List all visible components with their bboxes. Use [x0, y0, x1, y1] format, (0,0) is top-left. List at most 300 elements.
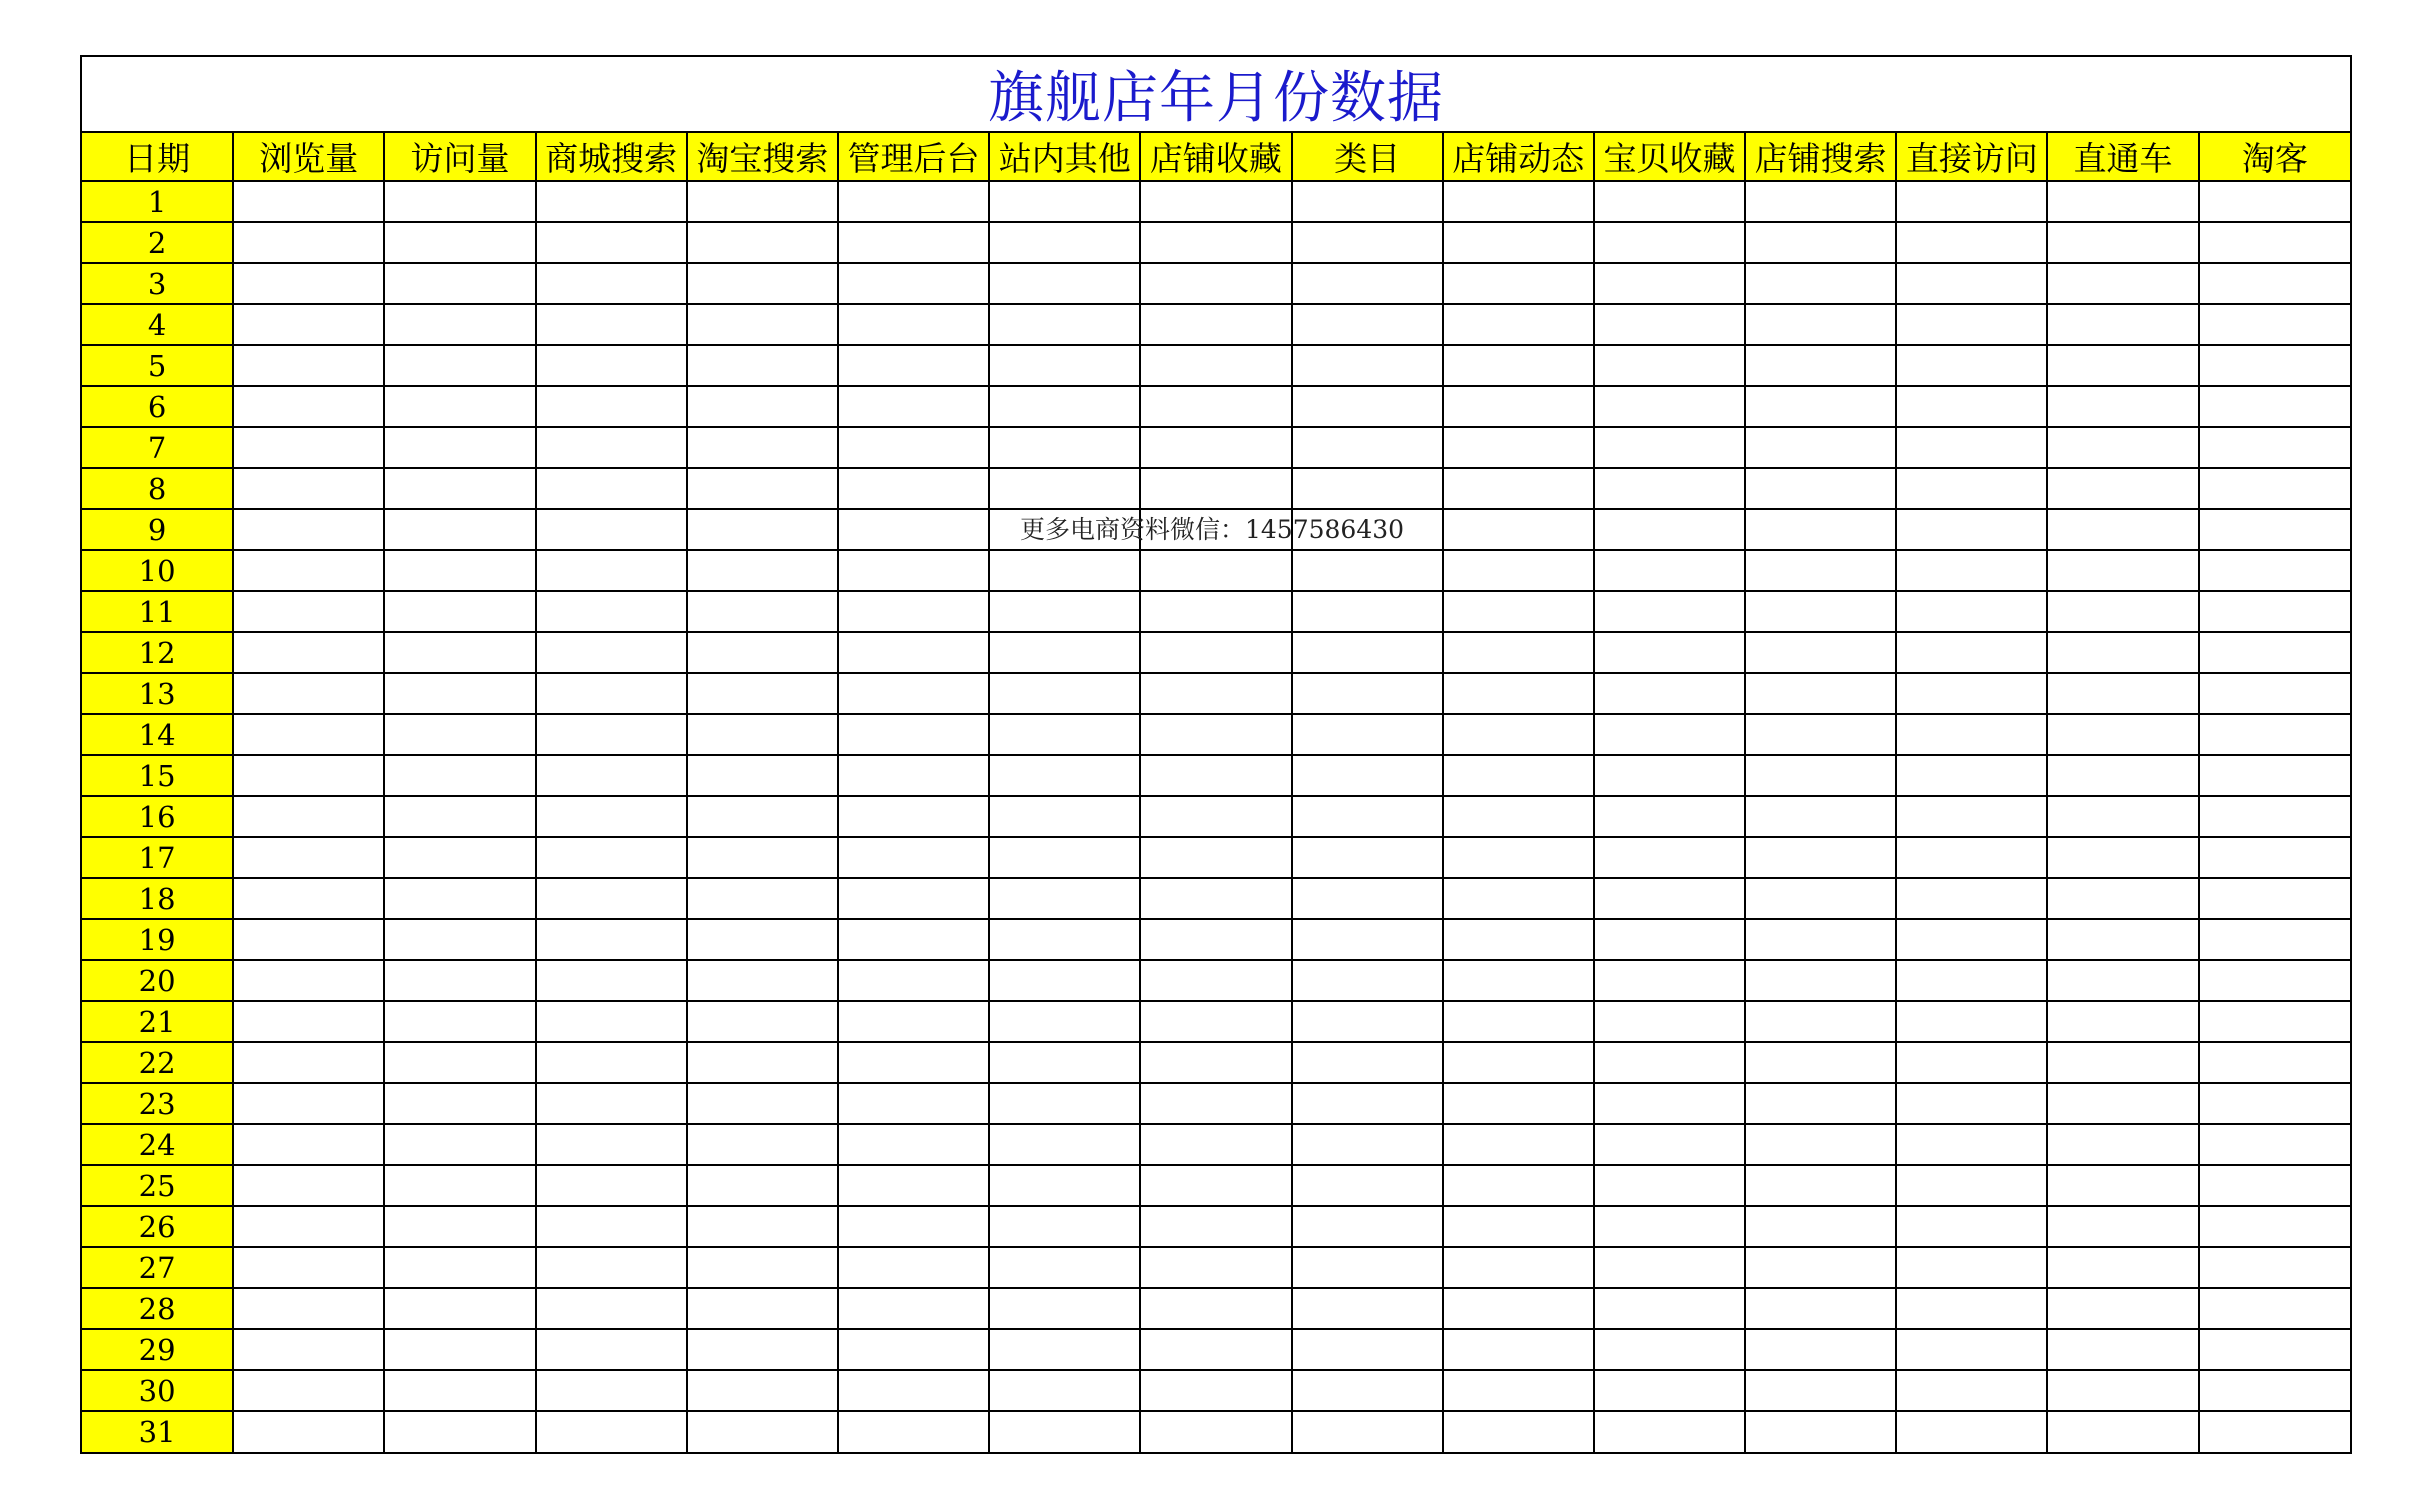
data-cell[interactable]	[1443, 1370, 1594, 1411]
data-cell[interactable]	[1443, 427, 1594, 468]
data-cell[interactable]	[687, 1124, 838, 1165]
data-cell[interactable]	[536, 673, 687, 714]
data-cell[interactable]	[1292, 714, 1443, 755]
data-cell[interactable]	[1594, 468, 1745, 509]
data-cell[interactable]	[989, 673, 1140, 714]
data-cell[interactable]	[2199, 1329, 2350, 1370]
date-cell[interactable]: 8	[82, 468, 233, 509]
data-cell[interactable]	[687, 386, 838, 427]
data-cell[interactable]	[687, 837, 838, 878]
data-cell[interactable]	[838, 1288, 989, 1329]
data-cell[interactable]	[1896, 304, 2047, 345]
data-cell[interactable]	[1443, 304, 1594, 345]
data-cell[interactable]	[1896, 1247, 2047, 1288]
data-cell[interactable]	[1292, 1370, 1443, 1411]
data-cell[interactable]	[1140, 919, 1291, 960]
data-cell[interactable]	[2199, 1247, 2350, 1288]
data-cell[interactable]	[989, 1411, 1140, 1452]
date-cell[interactable]: 11	[82, 591, 233, 632]
data-cell[interactable]	[1896, 550, 2047, 591]
date-cell[interactable]: 19	[82, 919, 233, 960]
data-cell[interactable]	[1745, 386, 1896, 427]
data-cell[interactable]	[2199, 1206, 2350, 1247]
data-cell[interactable]	[1896, 181, 2047, 222]
data-cell[interactable]	[1745, 1411, 1896, 1452]
column-header[interactable]: 类目	[1292, 133, 1443, 181]
data-cell[interactable]	[536, 427, 687, 468]
data-cell[interactable]	[1745, 878, 1896, 919]
data-cell[interactable]	[1292, 550, 1443, 591]
data-cell[interactable]	[1140, 181, 1291, 222]
data-cell[interactable]	[1443, 960, 1594, 1001]
data-cell[interactable]	[536, 591, 687, 632]
data-cell[interactable]	[1745, 591, 1896, 632]
data-cell[interactable]	[1594, 1370, 1745, 1411]
data-cell[interactable]	[384, 386, 535, 427]
data-cell[interactable]	[1443, 263, 1594, 304]
data-cell[interactable]	[687, 632, 838, 673]
data-cell[interactable]	[989, 1206, 1140, 1247]
data-cell[interactable]	[2199, 1411, 2350, 1452]
data-cell[interactable]	[838, 1329, 989, 1370]
data-cell[interactable]	[233, 1288, 384, 1329]
data-cell[interactable]	[1896, 509, 2047, 550]
data-cell[interactable]	[1292, 878, 1443, 919]
data-cell[interactable]	[2199, 632, 2350, 673]
data-cell[interactable]	[1745, 345, 1896, 386]
data-cell[interactable]	[384, 1083, 535, 1124]
data-cell[interactable]	[1594, 632, 1745, 673]
data-cell[interactable]	[1443, 1288, 1594, 1329]
data-cell[interactable]	[1594, 509, 1745, 550]
data-cell[interactable]	[1594, 1042, 1745, 1083]
data-cell[interactable]	[989, 181, 1140, 222]
date-cell[interactable]: 30	[82, 1370, 233, 1411]
date-cell[interactable]: 18	[82, 878, 233, 919]
data-cell[interactable]	[536, 837, 687, 878]
data-cell[interactable]	[1896, 960, 2047, 1001]
data-cell[interactable]	[838, 550, 989, 591]
data-cell[interactable]	[384, 960, 535, 1001]
data-cell[interactable]	[838, 919, 989, 960]
data-cell[interactable]	[536, 1001, 687, 1042]
data-cell[interactable]	[687, 1083, 838, 1124]
date-cell[interactable]: 14	[82, 714, 233, 755]
date-cell[interactable]: 3	[82, 263, 233, 304]
data-cell[interactable]	[2047, 1411, 2198, 1452]
data-cell[interactable]	[384, 796, 535, 837]
data-cell[interactable]	[1292, 1206, 1443, 1247]
data-cell[interactable]	[1745, 427, 1896, 468]
data-cell[interactable]	[989, 1288, 1140, 1329]
data-cell[interactable]	[1745, 304, 1896, 345]
column-header[interactable]: 访问量	[384, 133, 535, 181]
data-cell[interactable]	[687, 304, 838, 345]
date-cell[interactable]: 22	[82, 1042, 233, 1083]
data-cell[interactable]	[1292, 304, 1443, 345]
data-cell[interactable]	[1292, 1247, 1443, 1288]
data-cell[interactable]	[1745, 1288, 1896, 1329]
data-cell[interactable]	[1594, 345, 1745, 386]
data-cell[interactable]	[2047, 1165, 2198, 1206]
data-cell[interactable]	[1292, 1124, 1443, 1165]
data-cell[interactable]	[687, 181, 838, 222]
data-cell[interactable]	[1594, 837, 1745, 878]
data-cell[interactable]	[1594, 181, 1745, 222]
data-cell[interactable]	[2047, 960, 2198, 1001]
data-cell[interactable]	[1140, 1247, 1291, 1288]
data-cell[interactable]	[384, 427, 535, 468]
data-cell[interactable]	[838, 386, 989, 427]
data-cell[interactable]	[536, 304, 687, 345]
data-cell[interactable]	[2047, 509, 2198, 550]
data-cell[interactable]	[1896, 386, 2047, 427]
data-cell[interactable]	[2047, 1124, 2198, 1165]
data-cell[interactable]	[1745, 960, 1896, 1001]
data-cell[interactable]	[233, 919, 384, 960]
data-cell[interactable]	[1140, 1411, 1291, 1452]
data-cell[interactable]	[233, 263, 384, 304]
data-cell[interactable]	[1140, 1329, 1291, 1370]
data-cell[interactable]	[536, 632, 687, 673]
column-header[interactable]: 日期	[82, 133, 233, 181]
data-cell[interactable]	[536, 1247, 687, 1288]
data-cell[interactable]	[1896, 1411, 2047, 1452]
date-cell[interactable]: 7	[82, 427, 233, 468]
data-cell[interactable]	[1140, 796, 1291, 837]
data-cell[interactable]	[1443, 673, 1594, 714]
data-cell[interactable]	[1443, 591, 1594, 632]
data-cell[interactable]	[384, 755, 535, 796]
data-cell[interactable]	[1140, 468, 1291, 509]
data-cell[interactable]	[2199, 960, 2350, 1001]
data-cell[interactable]	[1443, 632, 1594, 673]
data-cell[interactable]	[1292, 427, 1443, 468]
data-cell[interactable]	[1594, 591, 1745, 632]
data-cell[interactable]	[1443, 1165, 1594, 1206]
data-cell[interactable]	[838, 181, 989, 222]
data-cell[interactable]	[2047, 1370, 2198, 1411]
data-cell[interactable]	[1443, 1124, 1594, 1165]
data-cell[interactable]	[1140, 1165, 1291, 1206]
data-cell[interactable]	[233, 1247, 384, 1288]
data-cell[interactable]	[838, 345, 989, 386]
data-cell[interactable]	[1745, 509, 1896, 550]
data-cell[interactable]	[989, 304, 1140, 345]
data-cell[interactable]	[989, 263, 1140, 304]
data-cell[interactable]	[1443, 1083, 1594, 1124]
data-cell[interactable]	[2199, 673, 2350, 714]
data-cell[interactable]	[2199, 919, 2350, 960]
data-cell[interactable]	[1745, 714, 1896, 755]
data-cell[interactable]	[384, 919, 535, 960]
data-cell[interactable]	[1443, 386, 1594, 427]
data-cell[interactable]	[536, 509, 687, 550]
date-cell[interactable]: 1	[82, 181, 233, 222]
data-cell[interactable]	[838, 960, 989, 1001]
data-cell[interactable]	[2199, 1370, 2350, 1411]
data-cell[interactable]	[838, 1165, 989, 1206]
data-cell[interactable]	[233, 755, 384, 796]
data-cell[interactable]	[1140, 960, 1291, 1001]
data-cell[interactable]	[838, 1042, 989, 1083]
data-cell[interactable]	[989, 878, 1140, 919]
data-cell[interactable]	[233, 345, 384, 386]
data-cell[interactable]	[1292, 386, 1443, 427]
data-cell[interactable]	[2047, 550, 2198, 591]
date-cell[interactable]: 27	[82, 1247, 233, 1288]
data-cell[interactable]	[2199, 345, 2350, 386]
data-cell[interactable]	[384, 632, 535, 673]
data-cell[interactable]	[1443, 345, 1594, 386]
data-cell[interactable]	[1140, 427, 1291, 468]
data-cell[interactable]	[2047, 1288, 2198, 1329]
data-cell[interactable]	[1443, 1411, 1594, 1452]
data-cell[interactable]	[1896, 1083, 2047, 1124]
data-cell[interactable]	[384, 714, 535, 755]
date-cell[interactable]: 29	[82, 1329, 233, 1370]
data-cell[interactable]	[2199, 755, 2350, 796]
data-cell[interactable]	[536, 1083, 687, 1124]
data-cell[interactable]	[1140, 591, 1291, 632]
data-cell[interactable]	[1140, 386, 1291, 427]
data-cell[interactable]	[989, 755, 1140, 796]
date-cell[interactable]: 28	[82, 1288, 233, 1329]
data-cell[interactable]	[2047, 468, 2198, 509]
data-cell[interactable]	[384, 1042, 535, 1083]
data-cell[interactable]	[384, 509, 535, 550]
data-cell[interactable]	[2047, 304, 2198, 345]
column-header[interactable]: 店铺动态	[1443, 133, 1594, 181]
data-cell[interactable]	[1594, 1083, 1745, 1124]
data-cell[interactable]	[838, 755, 989, 796]
data-cell[interactable]	[233, 1124, 384, 1165]
data-cell[interactable]	[1745, 1083, 1896, 1124]
data-cell[interactable]	[2199, 1042, 2350, 1083]
data-cell[interactable]	[536, 263, 687, 304]
data-cell[interactable]	[1745, 1001, 1896, 1042]
data-cell[interactable]	[1443, 919, 1594, 960]
data-cell[interactable]	[2199, 304, 2350, 345]
data-cell[interactable]	[838, 427, 989, 468]
data-cell[interactable]	[1745, 837, 1896, 878]
date-cell[interactable]: 20	[82, 960, 233, 1001]
data-cell[interactable]	[2199, 468, 2350, 509]
data-cell[interactable]	[1292, 1042, 1443, 1083]
data-cell[interactable]	[1896, 1042, 2047, 1083]
data-cell[interactable]	[2047, 1083, 2198, 1124]
data-cell[interactable]	[1594, 427, 1745, 468]
data-cell[interactable]	[687, 796, 838, 837]
data-cell[interactable]	[1896, 632, 2047, 673]
data-cell[interactable]	[989, 837, 1140, 878]
data-cell[interactable]	[1896, 468, 2047, 509]
data-cell[interactable]	[2047, 222, 2198, 263]
data-cell[interactable]	[1896, 878, 2047, 919]
data-cell[interactable]	[2199, 386, 2350, 427]
data-cell[interactable]	[536, 1370, 687, 1411]
data-cell[interactable]	[1896, 796, 2047, 837]
data-cell[interactable]	[687, 1329, 838, 1370]
data-cell[interactable]	[687, 1165, 838, 1206]
date-cell[interactable]: 16	[82, 796, 233, 837]
data-cell[interactable]	[2047, 181, 2198, 222]
data-cell[interactable]	[838, 1411, 989, 1452]
data-cell[interactable]	[1594, 796, 1745, 837]
date-cell[interactable]: 6	[82, 386, 233, 427]
data-cell[interactable]	[1896, 1165, 2047, 1206]
data-cell[interactable]	[838, 591, 989, 632]
data-cell[interactable]	[1594, 755, 1745, 796]
data-cell[interactable]	[1443, 755, 1594, 796]
data-cell[interactable]	[2047, 345, 2198, 386]
data-cell[interactable]	[1745, 1329, 1896, 1370]
data-cell[interactable]	[2047, 878, 2198, 919]
data-cell[interactable]	[2047, 919, 2198, 960]
data-cell[interactable]	[536, 796, 687, 837]
data-cell[interactable]	[1745, 1247, 1896, 1288]
data-cell[interactable]	[1292, 1083, 1443, 1124]
data-cell[interactable]	[536, 1165, 687, 1206]
data-cell[interactable]	[2199, 1288, 2350, 1329]
data-cell[interactable]	[1140, 878, 1291, 919]
data-cell[interactable]	[233, 468, 384, 509]
data-cell[interactable]	[838, 1001, 989, 1042]
column-header[interactable]: 店铺搜索	[1745, 133, 1896, 181]
data-cell[interactable]	[536, 755, 687, 796]
date-cell[interactable]: 23	[82, 1083, 233, 1124]
data-cell[interactable]	[2047, 1247, 2198, 1288]
date-cell[interactable]: 5	[82, 345, 233, 386]
data-cell[interactable]	[687, 1247, 838, 1288]
data-cell[interactable]	[2047, 796, 2198, 837]
data-cell[interactable]	[838, 632, 989, 673]
data-cell[interactable]	[1896, 714, 2047, 755]
data-cell[interactable]	[687, 919, 838, 960]
data-cell[interactable]	[1594, 1165, 1745, 1206]
data-cell[interactable]	[233, 181, 384, 222]
data-cell[interactable]	[233, 673, 384, 714]
data-cell[interactable]	[233, 222, 384, 263]
data-cell[interactable]	[687, 673, 838, 714]
data-cell[interactable]	[687, 263, 838, 304]
data-cell[interactable]	[1896, 1370, 2047, 1411]
data-cell[interactable]	[2199, 509, 2350, 550]
data-cell[interactable]	[1745, 1124, 1896, 1165]
data-cell[interactable]	[687, 427, 838, 468]
data-cell[interactable]	[989, 632, 1140, 673]
column-header[interactable]: 管理后台	[838, 133, 989, 181]
data-cell[interactable]	[384, 468, 535, 509]
data-cell[interactable]	[384, 878, 535, 919]
data-cell[interactable]	[1140, 263, 1291, 304]
data-cell[interactable]	[1292, 345, 1443, 386]
data-cell[interactable]	[1443, 509, 1594, 550]
data-cell[interactable]	[989, 796, 1140, 837]
data-cell[interactable]	[1292, 591, 1443, 632]
data-cell[interactable]	[233, 1411, 384, 1452]
data-cell[interactable]	[1292, 1411, 1443, 1452]
data-cell[interactable]	[1443, 878, 1594, 919]
data-cell[interactable]	[1594, 1206, 1745, 1247]
data-cell[interactable]	[1745, 263, 1896, 304]
data-cell[interactable]	[1594, 222, 1745, 263]
date-cell[interactable]: 21	[82, 1001, 233, 1042]
data-cell[interactable]	[536, 468, 687, 509]
data-cell[interactable]	[1896, 1001, 2047, 1042]
date-cell[interactable]: 12	[82, 632, 233, 673]
data-cell[interactable]	[233, 386, 384, 427]
data-cell[interactable]	[1896, 1329, 2047, 1370]
data-cell[interactable]	[536, 1206, 687, 1247]
column-header[interactable]: 直通车	[2047, 133, 2198, 181]
data-cell[interactable]	[1896, 1124, 2047, 1165]
data-cell[interactable]	[838, 878, 989, 919]
data-cell[interactable]	[233, 714, 384, 755]
data-cell[interactable]	[536, 960, 687, 1001]
data-cell[interactable]	[536, 878, 687, 919]
data-cell[interactable]	[989, 591, 1140, 632]
data-cell[interactable]	[233, 427, 384, 468]
data-cell[interactable]	[1140, 1042, 1291, 1083]
data-cell[interactable]	[2199, 181, 2350, 222]
data-cell[interactable]	[1594, 714, 1745, 755]
date-cell[interactable]: 9	[82, 509, 233, 550]
data-cell[interactable]	[687, 1370, 838, 1411]
data-cell[interactable]	[687, 1288, 838, 1329]
data-cell[interactable]	[2047, 1206, 2198, 1247]
data-cell[interactable]	[838, 1083, 989, 1124]
data-cell[interactable]	[1140, 304, 1291, 345]
data-cell[interactable]	[233, 878, 384, 919]
data-cell[interactable]	[687, 345, 838, 386]
data-cell[interactable]	[989, 1370, 1140, 1411]
date-cell[interactable]: 25	[82, 1165, 233, 1206]
data-cell[interactable]	[989, 1001, 1140, 1042]
data-cell[interactable]	[989, 960, 1140, 1001]
data-cell[interactable]	[1896, 755, 2047, 796]
data-cell[interactable]	[838, 673, 989, 714]
data-cell[interactable]	[384, 673, 535, 714]
data-cell[interactable]	[384, 304, 535, 345]
data-cell[interactable]	[1292, 919, 1443, 960]
data-cell[interactable]	[1292, 468, 1443, 509]
data-cell[interactable]	[989, 345, 1140, 386]
data-cell[interactable]	[1745, 632, 1896, 673]
data-cell[interactable]	[1292, 263, 1443, 304]
data-cell[interactable]	[1140, 1206, 1291, 1247]
data-cell[interactable]	[1443, 1001, 1594, 1042]
data-cell[interactable]	[1443, 837, 1594, 878]
data-cell[interactable]	[1443, 714, 1594, 755]
data-cell[interactable]	[989, 1124, 1140, 1165]
data-cell[interactable]	[536, 345, 687, 386]
data-cell[interactable]	[989, 550, 1140, 591]
data-cell[interactable]	[1292, 1329, 1443, 1370]
data-cell[interactable]	[1745, 796, 1896, 837]
data-cell[interactable]	[233, 509, 384, 550]
data-cell[interactable]	[536, 550, 687, 591]
data-cell[interactable]	[1594, 673, 1745, 714]
data-cell[interactable]	[536, 1329, 687, 1370]
date-cell[interactable]: 31	[82, 1411, 233, 1452]
data-cell[interactable]	[536, 386, 687, 427]
data-cell[interactable]	[1443, 1329, 1594, 1370]
data-cell[interactable]	[1443, 796, 1594, 837]
data-cell[interactable]	[687, 1042, 838, 1083]
data-cell[interactable]	[1745, 468, 1896, 509]
data-cell[interactable]	[1745, 1206, 1896, 1247]
